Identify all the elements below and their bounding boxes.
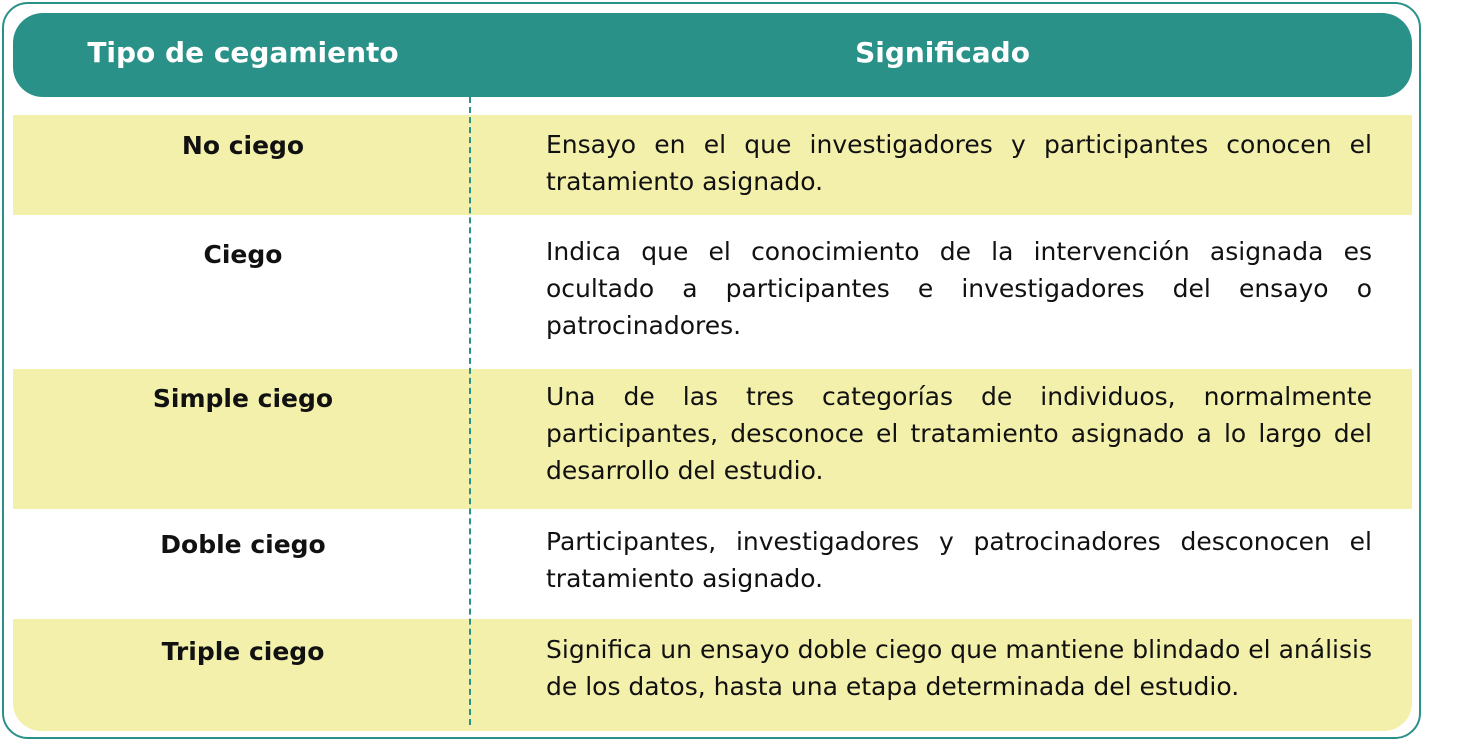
row-type-doble-ciego: Doble ciego xyxy=(160,530,326,559)
row-type-ciego: Ciego xyxy=(203,240,283,269)
table-row xyxy=(13,509,1412,619)
row-meaning-triple-ciego: Significa un ensayo doble ciego que mantiene blindado el análisis de los datos, hasta una etapa determinada del estudio. xyxy=(546,635,1372,701)
row-meaning-doble-ciego: Participantes, investigadores y patrocinadores desconocen el tratamiento asignado. xyxy=(546,527,1372,593)
column-divider xyxy=(469,97,471,725)
row-meaning-no-ciego: Ensayo en el que investigadores y participantes conocen el tratamiento asignado. xyxy=(546,130,1372,196)
row-type-simple-ciego: Simple ciego xyxy=(152,384,334,413)
table-row xyxy=(13,619,1412,731)
table-row xyxy=(13,115,1412,215)
row-type-no-ciego: No ciego xyxy=(181,131,305,160)
row-meaning-simple-ciego: Una de las tres categorías de individuos, normalmente participantes, desconoce el tratamiento asignado a lo largo del desarrollo del estudio. xyxy=(546,382,1372,485)
table-row xyxy=(13,369,1412,509)
column-header-type: Tipo de cegamiento xyxy=(87,36,399,69)
table-row xyxy=(13,215,1412,369)
row-type-triple-ciego: Triple ciego xyxy=(161,637,325,666)
row-meaning-ciego: Indica que el conocimiento de la intervención asignada es ocultado a participantes e investigadores del ensayo o patrocinadores. xyxy=(546,237,1372,340)
table-header xyxy=(13,13,1412,97)
column-header-meaning: Significado xyxy=(855,36,1030,69)
